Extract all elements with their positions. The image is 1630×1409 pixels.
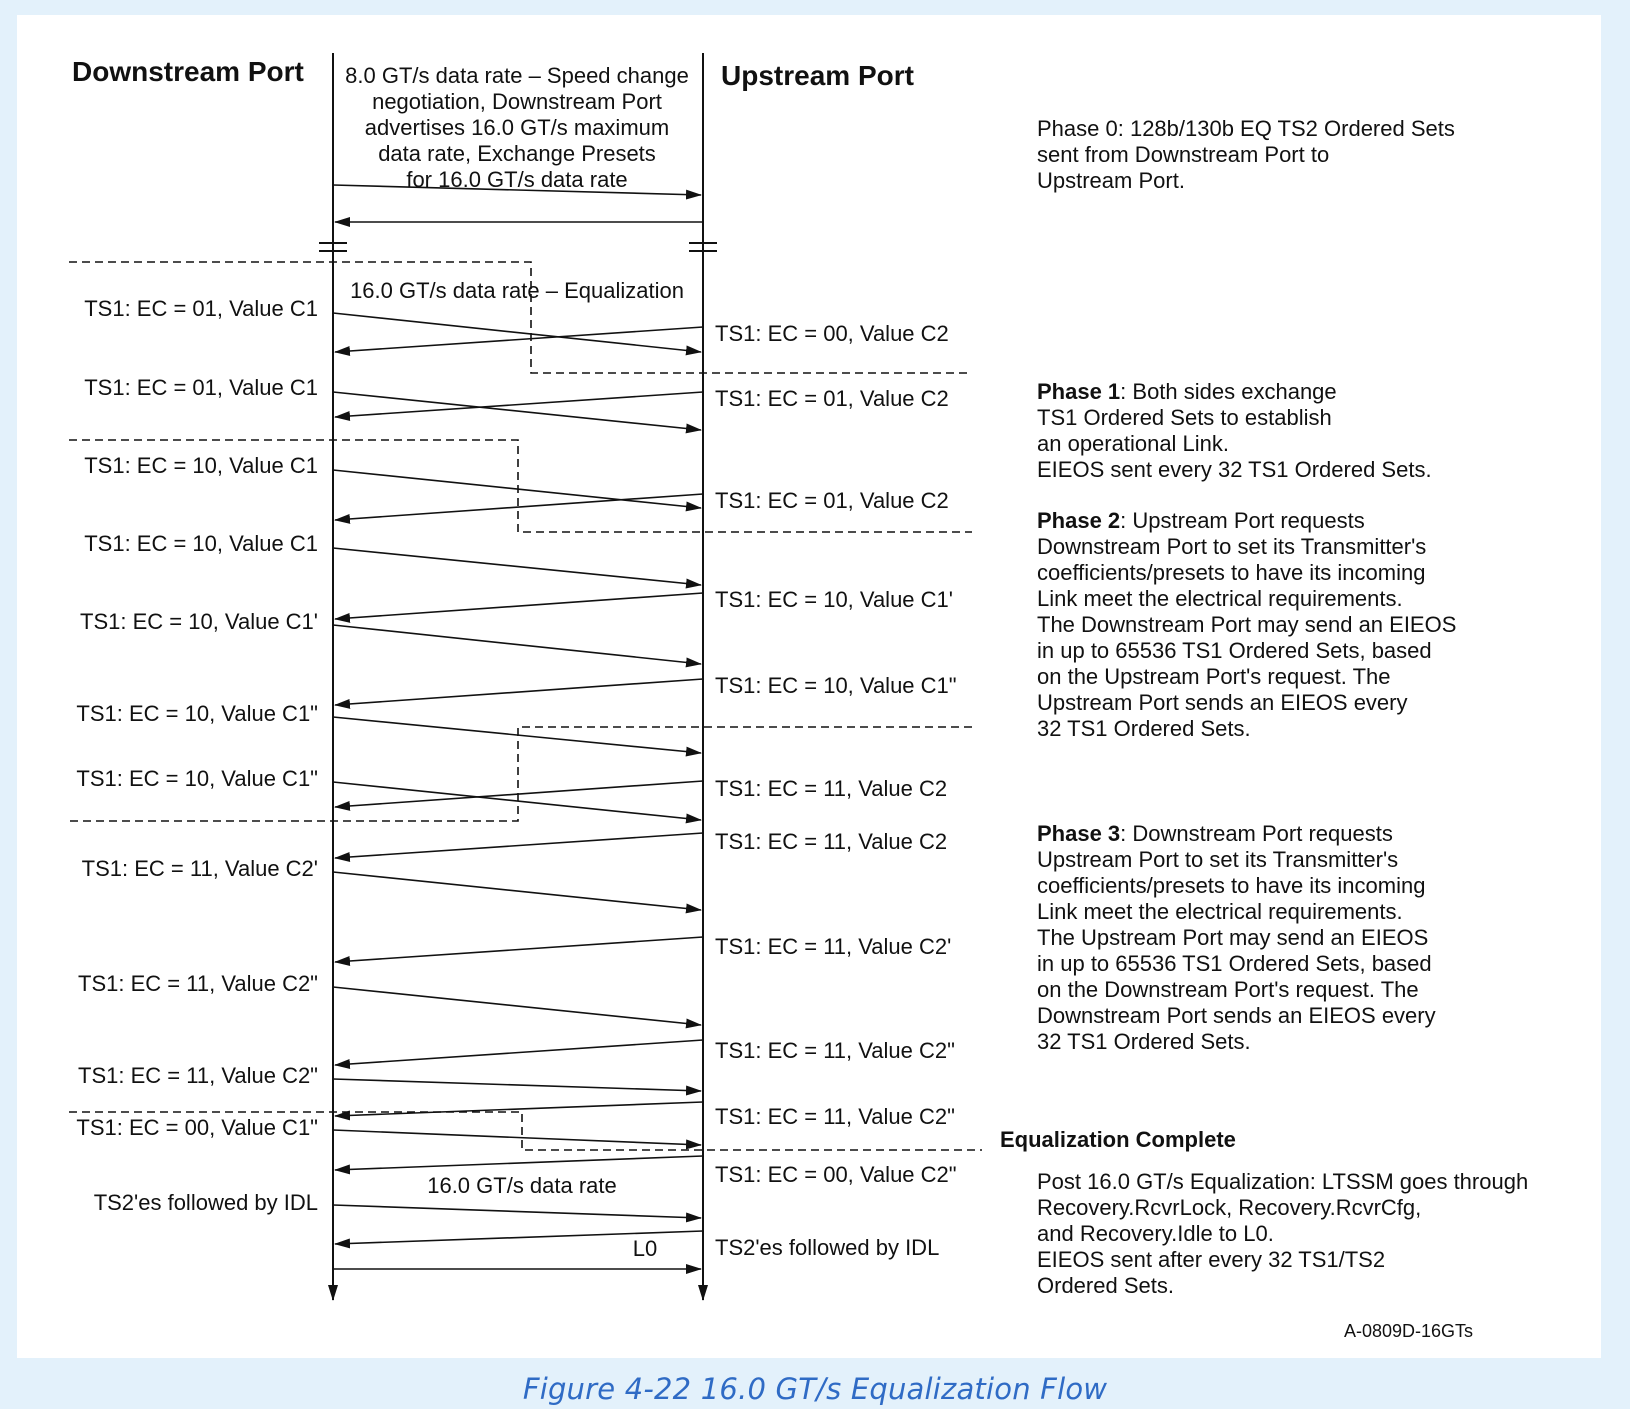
upstream-port-title: Upstream Port (721, 60, 914, 91)
downstream-message: TS1: EC = 01, Value C1 (84, 375, 318, 400)
arrow-up-to-down (335, 1040, 703, 1065)
svg-text:Phase 1: Both sides exchange (1037, 379, 1337, 404)
phase-text-line: EIEOS sent after every 32 TS1/TS2 (1037, 1247, 1386, 1272)
svg-text:Phase 2: Upstream Port request (1037, 508, 1365, 533)
figure-id: A-0809D-16GTs (1343, 1321, 1473, 1341)
phase-text-line: Upstream Port sends an EIEOS every (1037, 690, 1408, 715)
arrow-up-to-down (335, 392, 703, 417)
arrow-down-to-up (333, 470, 701, 508)
arrow-up-to-down (335, 1102, 703, 1116)
phase-text-line: Link meet the electrical requirements. (1037, 899, 1403, 924)
phase-text-line: 32 TS1 Ordered Sets. (1037, 1029, 1251, 1054)
phase-text-line: Upstream Port. (1037, 168, 1185, 193)
intro-line: for 16.0 GT/s data rate (406, 167, 628, 192)
arrow-down-to-up (333, 313, 701, 352)
phase1-description (1037, 379, 1432, 482)
upstream-message: TS1: EC = 00, Value C2" (715, 1162, 957, 1187)
downstream-message: TS1: EC = 00, Value C1" (76, 1115, 318, 1140)
phase-text-line: : Both sides exchange (1120, 379, 1337, 404)
arrow-up-to-down (335, 1156, 703, 1170)
upstream-message: TS1: EC = 01, Value C2 (715, 488, 949, 513)
arrow-down-to-up (333, 1205, 701, 1218)
phase-text-line: an operational Link. (1037, 431, 1230, 456)
arrow-down-to-up (333, 1079, 701, 1091)
arrow-up-to-down (335, 937, 703, 962)
upstream-message: TS1: EC = 11, Value C2 (715, 776, 948, 801)
figure-caption: Figure 4-22 16.0 GT/s Equalization Flow (522, 1372, 1108, 1406)
phase-text-line: and Recovery.Idle to L0. (1037, 1221, 1274, 1246)
downstream-message: TS1: EC = 10, Value C1 (84, 453, 318, 478)
arrow-up-to-down (335, 593, 703, 619)
upstream-message: TS1: EC = 00, Value C2 (715, 321, 949, 346)
equalization-flow-diagram (17, 15, 1601, 1358)
phase0-description (1037, 116, 1455, 193)
phase-text-line: on the Upstream Port's request. The (1037, 664, 1391, 689)
arrow-up-to-down (335, 327, 703, 352)
l0-label: L0 (632, 1236, 658, 1261)
upstream-message: TS2'es followed by IDL (715, 1235, 940, 1260)
upstream-message: TS1: EC = 11, Value C2 (715, 829, 948, 854)
phase-text-line: : Upstream Port requests (1120, 508, 1365, 533)
arrow-down-to-up (333, 625, 701, 664)
phase-text-line: Link meet the electrical requirements. (1037, 586, 1403, 611)
downstream-message: TS1: EC = 11, Value C2' (81, 856, 318, 881)
arrow-down-to-up (333, 548, 701, 585)
upstream-message: TS1: EC = 11, Value C2" (715, 1038, 955, 1063)
phase-text-line: in up to 65536 TS1 Ordered Sets, based (1037, 951, 1432, 976)
upstream-message: TS1: EC = 11, Value C2' (715, 934, 952, 959)
intro-line: 8.0 GT/s data rate – Speed change (345, 63, 689, 88)
phase1-title: Phase 1 (1037, 379, 1121, 404)
final-rate-label: 16.0 GT/s data rate (427, 1173, 617, 1198)
phase-text-line: Upstream Port to set its Transmitter's (1037, 847, 1399, 872)
phase-text-line: EIEOS sent every 32 TS1 Ordered Sets. (1037, 457, 1432, 482)
phase2-title: Phase 2 (1037, 508, 1121, 533)
arrow-down-to-up (333, 1130, 701, 1145)
upstream-message: TS1: EC = 01, Value C2 (715, 386, 949, 411)
downstream-message: TS1: EC = 11, Value C2" (78, 971, 318, 996)
arrow-down-to-up (333, 782, 701, 820)
arrow-down-to-up (333, 987, 701, 1025)
arrow-down-to-up (333, 392, 701, 430)
figure-panel (17, 15, 1601, 1358)
message-arrows (333, 313, 703, 1269)
downstream-message: TS1: EC = 11, Value C2" (78, 1063, 318, 1088)
downstream-message: TS1: EC = 10, Value C1" (76, 766, 318, 791)
upstream-message: TS1: EC = 11, Value C2" (715, 1104, 955, 1129)
downstream-message: TS1: EC = 10, Value C1 (84, 531, 318, 556)
phase-text-line: Downstream Port sends an EIEOS every (1037, 1003, 1436, 1028)
phase-text-line: TS1 Ordered Sets to establish (1037, 405, 1332, 430)
phase-text-line: Post 16.0 GT/s Equalization: LTSSM goes through (1037, 1169, 1529, 1194)
intro-text (345, 63, 689, 192)
downstream-message: TS1: EC = 10, Value C1" (76, 701, 318, 726)
arrow-up-to-down (335, 679, 703, 705)
intro-line: advertises 16.0 GT/s maximum (364, 115, 670, 140)
downstream-message: TS1: EC = 10, Value C1' (80, 609, 318, 634)
phase3-title: Phase 3 (1037, 821, 1121, 846)
intro-line: data rate, Exchange Presets (378, 141, 656, 166)
eq-rate-label: 16.0 GT/s data rate – Equalization (350, 278, 684, 303)
arrow-up-to-down (335, 833, 703, 858)
phase-text-line: coefficients/presets to have its incoming (1037, 873, 1426, 898)
phase-text-line: 32 TS1 Ordered Sets. (1037, 716, 1251, 741)
svg-text:Phase 3: Downstream Port reque (1037, 821, 1393, 846)
upstream-message: TS1: EC = 10, Value C1" (715, 673, 957, 698)
phase3-description (1037, 821, 1436, 1054)
arrow-up-to-down (335, 494, 703, 520)
phase-text-line: The Upstream Port may send an EIEOS (1037, 925, 1429, 950)
phase-text-line: Recovery.RcvrLock, Recovery.RcvrCfg, (1037, 1195, 1422, 1220)
downstream-port-title: Downstream Port (72, 56, 304, 87)
phase-text-line: : Downstream Port requests (1120, 821, 1393, 846)
downstream-messages (76, 296, 318, 1215)
timeline-break-symbol (319, 243, 717, 251)
phase-text-line: Downstream Port to set its Transmitter's (1037, 534, 1427, 559)
downstream-message: TS2'es followed by IDL (93, 1190, 318, 1215)
eq-complete-title: Equalization Complete (1000, 1127, 1236, 1152)
phase-text-line: The Downstream Port may send an EIEOS (1037, 612, 1457, 637)
phase-text-line: Ordered Sets. (1037, 1273, 1174, 1298)
upstream-message: TS1: EC = 10, Value C1' (715, 587, 953, 612)
phase-text-line: in up to 65536 TS1 Ordered Sets, based (1037, 638, 1432, 663)
upstream-messages (715, 321, 957, 1260)
arrow-down-to-up (333, 717, 701, 753)
arrow-down-to-up (333, 872, 701, 910)
phase-text-line: coefficients/presets to have its incoming (1037, 560, 1426, 585)
arrow-up-to-down (335, 781, 703, 807)
phase-text-line: sent from Downstream Port to (1037, 142, 1330, 167)
phase2-description (1037, 508, 1456, 741)
post-eq-description (1037, 1169, 1528, 1298)
intro-line: negotiation, Downstream Port (372, 89, 662, 114)
phase-text-line: Phase 0: 128b/130b EQ TS2 Ordered Sets (1037, 116, 1455, 141)
downstream-message: TS1: EC = 01, Value C1 (84, 296, 318, 321)
phase-text-line: on the Downstream Port's request. The (1037, 977, 1419, 1002)
